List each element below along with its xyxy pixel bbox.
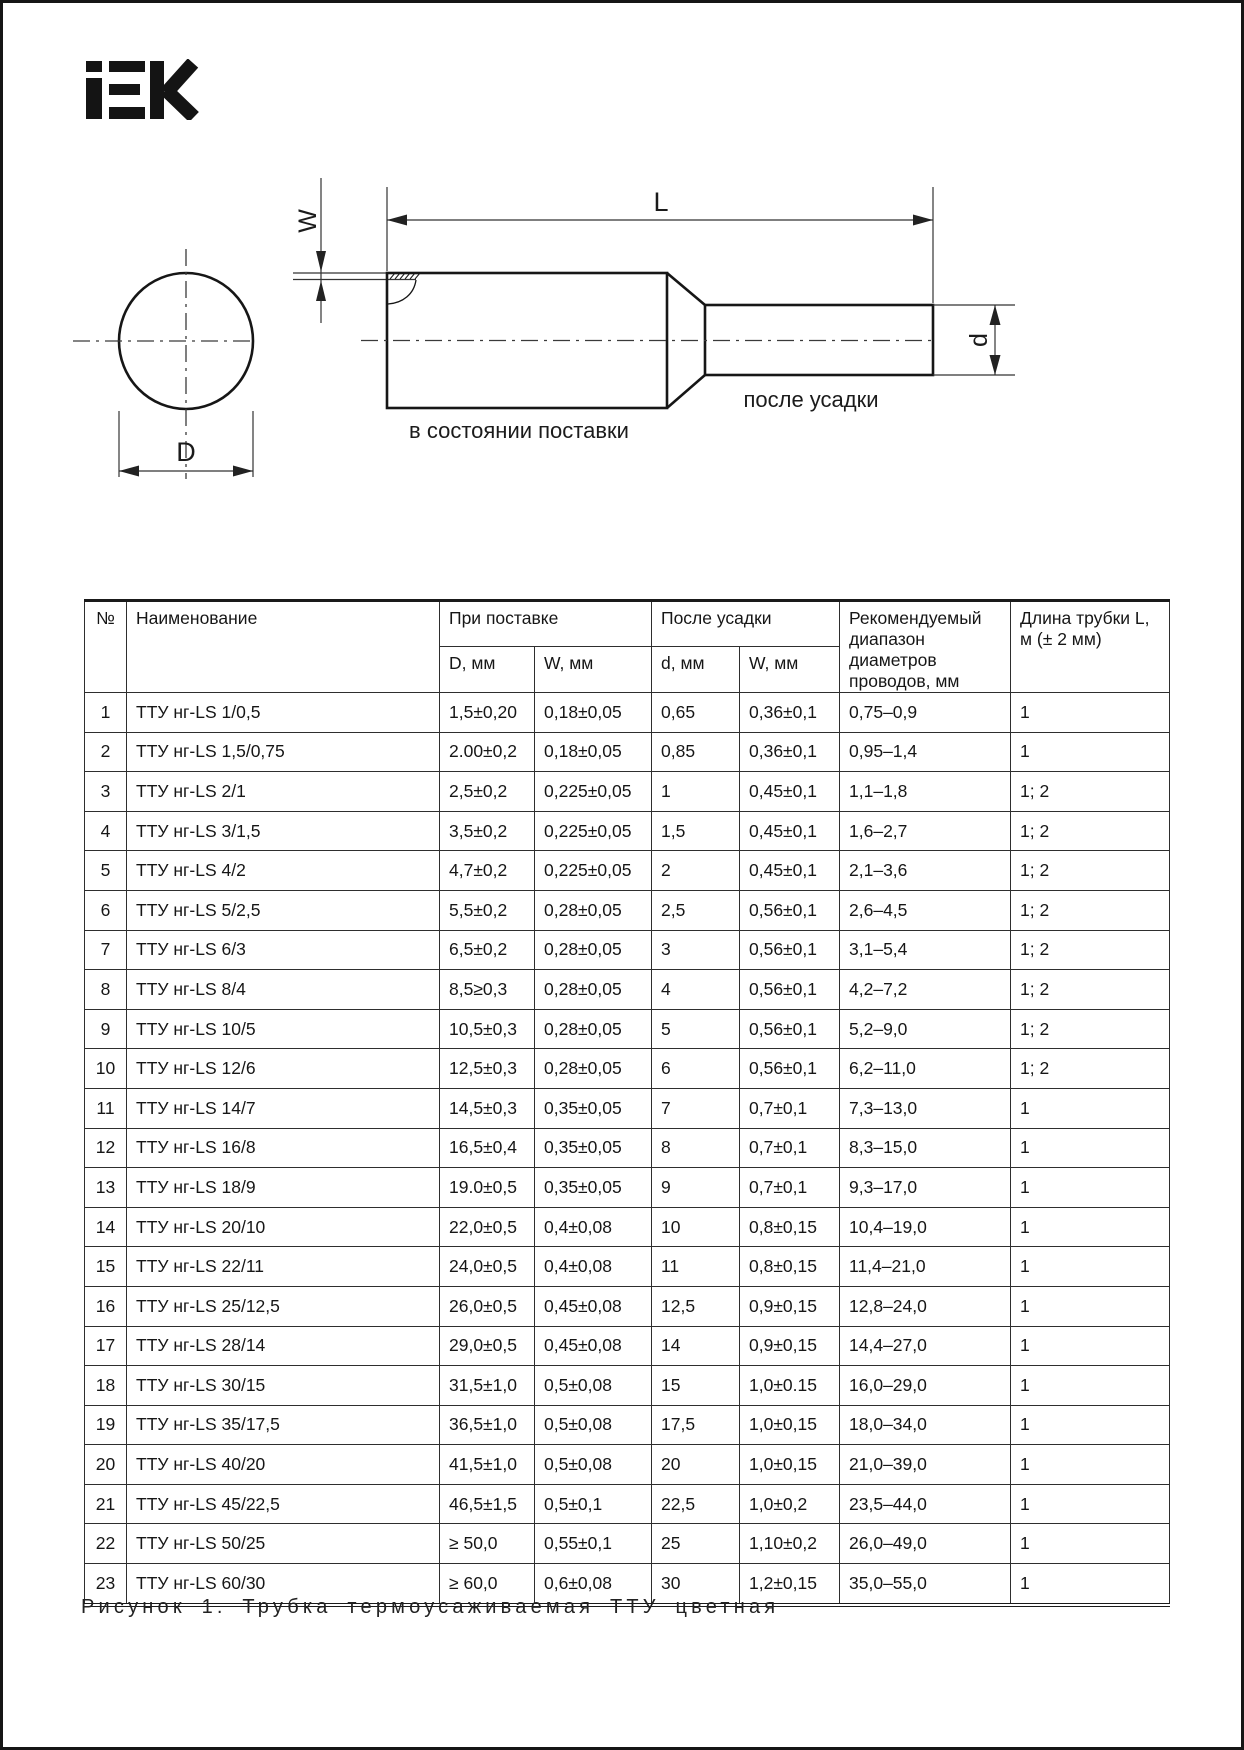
W-shrunk-cell: 1,0±0,15 [740,1405,840,1445]
W-supplied-cell: 0,28±0,05 [535,1049,652,1089]
wire-range-cell: 0,75–0,9 [840,693,1011,733]
length-cell: 1 [1011,1484,1170,1524]
header-D-mm: D, мм [440,647,535,693]
W-shrunk-cell: 0,56±0,1 [740,890,840,930]
D-value-cell: 14,5±0,3 [440,1088,535,1128]
header-at-delivery: При поставке [440,601,652,647]
D-value-cell: 22,0±0,5 [440,1207,535,1247]
arrowhead-down-icon [316,251,326,272]
table-row [85,1009,1170,1049]
wire-range-cell: 7,3–13,0 [840,1088,1011,1128]
d-value-cell: 11 [652,1247,740,1287]
D-value-cell: 26,0±0,5 [440,1286,535,1326]
length-cell: 1 [1011,1564,1170,1605]
wire-range-cell: 2,6–4,5 [840,890,1011,930]
D-value-cell: 24,0±0,5 [440,1247,535,1287]
header-wire-range: Рекомендуемый диапазон диаметров проводов, мм [840,601,1011,693]
row-num-cell: 14 [85,1207,127,1247]
arrowhead-right-icon [233,466,253,477]
wire-range-cell: 10,4–19,0 [840,1207,1011,1247]
row-num-cell: 11 [85,1088,127,1128]
W-shrunk-cell: 1,10±0,2 [740,1524,840,1564]
name-cell: ТТУ нг-LS 16/8 [127,1128,440,1168]
wire-range-cell: 0,95–1,4 [840,732,1011,772]
W-supplied-cell: 0,4±0,08 [535,1247,652,1287]
D-value-cell: 41,5±1,0 [440,1445,535,1485]
wire-range-cell: 11,4–21,0 [840,1247,1011,1287]
header-num: № [85,601,127,693]
length-cell: 1 [1011,1247,1170,1287]
length-cell: 1 [1011,1286,1170,1326]
name-cell: ТТУ нг-LS 8/4 [127,970,440,1010]
header-W2-mm: W, мм [740,647,840,693]
W-shrunk-cell: 0,8±0,15 [740,1207,840,1247]
wire-range-cell: 5,2–9,0 [840,1009,1011,1049]
arrowhead-down-icon [990,355,1001,375]
row-num-cell: 12 [85,1128,127,1168]
D-value-cell: 6,5±0,2 [440,930,535,970]
W-shrunk-cell: 0,56±0,1 [740,1009,840,1049]
W-supplied-cell: 0,35±0,05 [535,1088,652,1128]
length-cell: 1 [1011,1326,1170,1366]
arrowhead-left-icon [119,466,139,477]
row-num-cell: 10 [85,1049,127,1089]
wire-range-cell: 3,1–5,4 [840,930,1011,970]
label-supplied-state: в состоянии поставки [409,418,629,443]
W-supplied-cell: 0,5±0,08 [535,1366,652,1406]
W-shrunk-cell: 0,45±0,1 [740,811,840,851]
name-cell: ТТУ нг-LS 14/7 [127,1088,440,1128]
row-num-cell: 5 [85,851,127,891]
iek-logo [86,59,201,120]
row-num-cell: 7 [85,930,127,970]
header-after-shrink: После усадки [652,601,840,647]
arrowhead-right-icon [913,215,933,226]
d-value-cell: 0,85 [652,732,740,772]
label-W: W [294,209,322,233]
table-row [85,851,1170,891]
length-cell: 1; 2 [1011,930,1170,970]
length-cell: 1; 2 [1011,851,1170,891]
length-cell: 1 [1011,1445,1170,1485]
row-num-cell: 22 [85,1524,127,1564]
row-num-cell: 13 [85,1168,127,1208]
name-cell: ТТУ нг-LS 22/11 [127,1247,440,1287]
header-W1-mm: W, мм [535,647,652,693]
d-value-cell: 2 [652,851,740,891]
label-d: d [965,333,993,347]
row-num-cell: 9 [85,1009,127,1049]
row-num-cell: 6 [85,890,127,930]
table-row [85,1128,1170,1168]
label-shrunk-state: после усадки [743,387,879,412]
length-cell: 1 [1011,693,1170,733]
d-value-cell: 0,65 [652,693,740,733]
row-num-cell: 16 [85,1286,127,1326]
d-value-cell: 3 [652,930,740,970]
W-supplied-cell: 0,225±0,05 [535,772,652,812]
table-row [85,1445,1170,1485]
table-row [85,1286,1170,1326]
W-supplied-cell: 0,28±0,05 [535,1009,652,1049]
W-shrunk-cell: 0,36±0,1 [740,732,840,772]
d-value-cell: 1,5 [652,811,740,851]
D-value-cell: 46,5±1,5 [440,1484,535,1524]
wire-range-cell: 26,0–49,0 [840,1524,1011,1564]
W-shrunk-cell: 0,9±0,15 [740,1326,840,1366]
front-view-circle [73,249,253,479]
logo-i-stem [86,78,102,119]
d-value-cell: 25 [652,1524,740,1564]
W-supplied-cell: 0,28±0,05 [535,970,652,1010]
W-supplied-cell: 0,4±0,08 [535,1207,652,1247]
logo-i-dot [86,61,102,72]
D-value-cell: ≥ 60,0 [440,1564,535,1605]
W-supplied-cell: 0,5±0,08 [535,1405,652,1445]
W-shrunk-cell: 0,7±0,1 [740,1128,840,1168]
D-value-cell: 16,5±0,4 [440,1128,535,1168]
arrowhead-up-icon [316,281,326,302]
D-value-cell: 4,7±0,2 [440,851,535,891]
logo-e-top [109,61,145,72]
W-shrunk-cell: 0,36±0,1 [740,693,840,733]
table-row [85,890,1170,930]
D-value-cell: ≥ 50,0 [440,1524,535,1564]
W-supplied-cell: 0,55±0,1 [535,1524,652,1564]
row-num-cell: 23 [85,1564,127,1605]
W-shrunk-cell: 1,0±0.15 [740,1366,840,1406]
W-supplied-cell: 0,45±0,08 [535,1286,652,1326]
W-supplied-cell: 0,45±0,08 [535,1326,652,1366]
length-cell: 1; 2 [1011,772,1170,812]
W-supplied-cell: 0,18±0,05 [535,732,652,772]
name-cell: ТТУ нг-LS 12/6 [127,1049,440,1089]
length-cell: 1; 2 [1011,811,1170,851]
D-value-cell: 31,5±1,0 [440,1366,535,1406]
name-cell: ТТУ нг-LS 18/9 [127,1168,440,1208]
table-row [85,930,1170,970]
dimension-drawing [3,143,1244,488]
W-shrunk-cell: 0,9±0,15 [740,1286,840,1326]
W-shrunk-cell: 0,7±0,1 [740,1088,840,1128]
d-value-cell: 30 [652,1564,740,1605]
d-value-cell: 4 [652,970,740,1010]
D-value-cell: 12,5±0,3 [440,1049,535,1089]
W-shrunk-cell: 0,56±0,1 [740,970,840,1010]
W-shrunk-cell: 0,8±0,15 [740,1247,840,1287]
wire-range-cell: 8,3–15,0 [840,1128,1011,1168]
length-cell: 1; 2 [1011,890,1170,930]
d-value-cell: 7 [652,1088,740,1128]
logo-e-bottom [109,107,145,119]
row-num-cell: 15 [85,1247,127,1287]
wire-range-cell: 21,0–39,0 [840,1445,1011,1485]
name-cell: ТТУ нг-LS 50/25 [127,1524,440,1564]
name-cell: ТТУ нг-LS 60/30 [127,1564,440,1605]
d-value-cell: 6 [652,1049,740,1089]
name-cell: ТТУ нг-LS 20/10 [127,1207,440,1247]
length-cell: 1; 2 [1011,1049,1170,1089]
wire-range-cell: 12,8–24,0 [840,1286,1011,1326]
table-row [85,1326,1170,1366]
row-num-cell: 21 [85,1484,127,1524]
table-row [85,1168,1170,1208]
D-value-cell: 19.0±0,5 [440,1168,535,1208]
name-cell: ТТУ нг-LS 6/3 [127,930,440,970]
length-cell: 1 [1011,1168,1170,1208]
D-value-cell: 2.00±0,2 [440,732,535,772]
name-cell: ТТУ нг-LS 1,5/0,75 [127,732,440,772]
arrowhead-up-icon [990,305,1001,325]
wall-section-hatch [388,273,420,304]
row-num-cell: 2 [85,732,127,772]
D-value-cell: 10,5±0,3 [440,1009,535,1049]
label-D: D [176,437,196,467]
length-cell: 1 [1011,1128,1170,1168]
W-shrunk-cell: 1,0±0,2 [740,1484,840,1524]
d-value-cell: 17,5 [652,1405,740,1445]
table-row [85,1049,1170,1089]
d-value-cell: 14 [652,1326,740,1366]
spec-table [84,599,1170,1607]
W-shrunk-cell: 1,0±0,15 [740,1445,840,1485]
row-num-cell: 18 [85,1366,127,1406]
arrowhead-left-icon [387,215,407,226]
D-value-cell: 2,5±0,2 [440,772,535,812]
name-cell: ТТУ нг-LS 40/20 [127,1445,440,1485]
wire-range-cell: 1,1–1,8 [840,772,1011,812]
name-cell: ТТУ нг-LS 10/5 [127,1009,440,1049]
W-supplied-cell: 0,35±0,05 [535,1168,652,1208]
length-cell: 1 [1011,1088,1170,1128]
W-supplied-cell: 0,5±0,08 [535,1445,652,1485]
row-num-cell: 3 [85,772,127,812]
row-num-cell: 17 [85,1326,127,1366]
W-supplied-cell: 0,35±0,05 [535,1128,652,1168]
wire-range-cell: 9,3–17,0 [840,1168,1011,1208]
name-cell: ТТУ нг-LS 1/0,5 [127,693,440,733]
name-cell: ТТУ нг-LS 3/1,5 [127,811,440,851]
logo-e-mid [109,84,140,95]
D-value-cell: 36,5±1,0 [440,1405,535,1445]
row-num-cell: 20 [85,1445,127,1485]
header-d-mm: d, мм [652,647,740,693]
table-row [85,1484,1170,1524]
d-value-cell: 12,5 [652,1286,740,1326]
W-supplied-cell: 0,6±0,08 [535,1564,652,1605]
W-shrunk-cell: 1,2±0,15 [740,1564,840,1605]
table-row [85,772,1170,812]
d-value-cell: 9 [652,1168,740,1208]
D-value-cell: 8,5≥0,3 [440,970,535,1010]
table-body [85,693,1170,1605]
d-value-cell: 1 [652,772,740,812]
length-cell: 1; 2 [1011,1009,1170,1049]
table-row [85,732,1170,772]
wire-range-cell: 35,0–55,0 [840,1564,1011,1605]
wire-range-cell: 23,5–44,0 [840,1484,1011,1524]
name-cell: ТТУ нг-LS 35/17,5 [127,1405,440,1445]
W-supplied-cell: 0,225±0,05 [535,851,652,891]
wire-range-cell: 2,1–3,6 [840,851,1011,891]
W-shrunk-cell: 0,56±0,1 [740,930,840,970]
wire-range-cell: 6,2–11,0 [840,1049,1011,1089]
row-num-cell: 1 [85,693,127,733]
row-num-cell: 19 [85,1405,127,1445]
name-cell: ТТУ нг-LS 2/1 [127,772,440,812]
W-shrunk-cell: 0,45±0,1 [740,772,840,812]
wire-range-cell: 16,0–29,0 [840,1366,1011,1406]
length-cell: 1 [1011,732,1170,772]
wire-range-cell: 4,2–7,2 [840,970,1011,1010]
W-shrunk-cell: 0,45±0,1 [740,851,840,891]
D-value-cell: 5,5±0,2 [440,890,535,930]
table-row [85,1247,1170,1287]
length-cell: 1 [1011,1207,1170,1247]
name-cell: ТТУ нг-LS 30/15 [127,1366,440,1406]
d-value-cell: 5 [652,1009,740,1049]
W-shrunk-cell: 0,56±0,1 [740,1049,840,1089]
W-supplied-cell: 0,225±0,05 [535,811,652,851]
W-supplied-cell: 0,18±0,05 [535,693,652,733]
d-value-cell: 8 [652,1128,740,1168]
table-row [85,1088,1170,1128]
W-shrunk-cell: 0,7±0,1 [740,1168,840,1208]
name-cell: ТТУ нг-LS 25/12,5 [127,1286,440,1326]
length-cell: 1 [1011,1366,1170,1406]
d-value-cell: 10 [652,1207,740,1247]
D-value-cell: 1,5±0,20 [440,693,535,733]
d-value-cell: 22,5 [652,1484,740,1524]
W-supplied-cell: 0,28±0,05 [535,890,652,930]
name-cell: ТТУ нг-LS 5/2,5 [127,890,440,930]
W-supplied-cell: 0,5±0,1 [535,1484,652,1524]
figure-caption: Рисунок 1. Трубка термоусаживаемая ТТУ цветная [81,1596,780,1618]
d-value-cell: 2,5 [652,890,740,930]
table-row [85,1207,1170,1247]
row-num-cell: 4 [85,811,127,851]
wire-range-cell: 14,4–27,0 [840,1326,1011,1366]
row-num-cell: 8 [85,970,127,1010]
D-value-cell: 3,5±0,2 [440,811,535,851]
header-name: Наименование [127,601,440,693]
d-value-cell: 15 [652,1366,740,1406]
table-row [85,1366,1170,1406]
header-length: Длина трубки L, м (± 2 мм) [1011,601,1170,693]
wire-range-cell: 18,0–34,0 [840,1405,1011,1445]
table-row [85,1405,1170,1445]
label-L: L [653,187,669,217]
name-cell: ТТУ нг-LS 45/22,5 [127,1484,440,1524]
W-supplied-cell: 0,28±0,05 [535,930,652,970]
length-cell: 1; 2 [1011,970,1170,1010]
length-cell: 1 [1011,1524,1170,1564]
name-cell: ТТУ нг-LS 4/2 [127,851,440,891]
length-cell: 1 [1011,1405,1170,1445]
table-row [85,970,1170,1010]
table-row [85,1524,1170,1564]
name-cell: ТТУ нг-LS 28/14 [127,1326,440,1366]
wire-range-cell: 1,6–2,7 [840,811,1011,851]
table-row [85,693,1170,733]
D-value-cell: 29,0±0,5 [440,1326,535,1366]
d-value-cell: 20 [652,1445,740,1485]
logo-k [157,61,194,119]
table-row [85,811,1170,851]
